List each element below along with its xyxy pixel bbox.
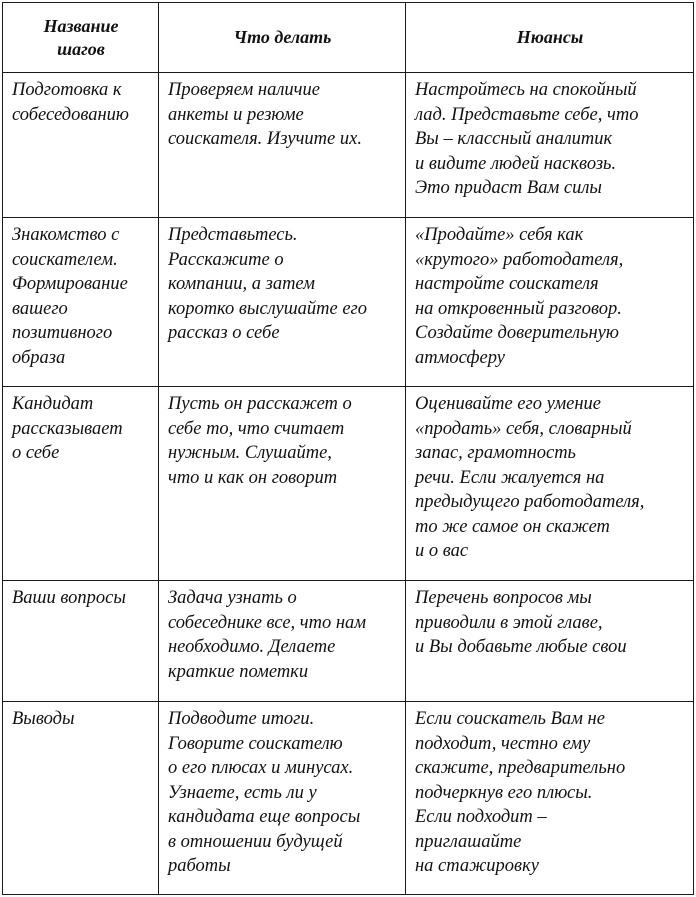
cell-line: Ваши вопросы <box>12 588 126 608</box>
cell-line: компании, а затем <box>168 274 315 294</box>
cell-line: образа <box>12 347 66 368</box>
interview-steps-table <box>2 2 694 895</box>
cell-line: Подготовка к <box>12 80 122 100</box>
cell-line: запас, грамотность <box>415 443 576 463</box>
step-cell <box>3 73 159 218</box>
todo-cell <box>159 73 406 218</box>
cell-line: Это придаст Вам силы <box>415 178 602 198</box>
cell-line: рассказывает <box>12 418 123 439</box>
header-line: Название <box>43 15 119 36</box>
nuance-cell <box>406 581 694 702</box>
cell-line: и Вы добавьте любые свои <box>415 637 627 657</box>
header-row <box>3 3 694 73</box>
cell-line: собеседнике все, что нам <box>168 612 367 633</box>
nuance-cell <box>406 218 694 387</box>
cell-line: Перечень вопросов мы <box>415 588 592 608</box>
cell-line: и видите людей насквозь. <box>415 153 617 174</box>
cell-line: позитивного <box>12 323 113 343</box>
cell-line: «крутого» работодателя, <box>415 249 624 270</box>
cell-line: Формирование <box>12 274 128 294</box>
step-cell <box>3 702 159 895</box>
header-line: шагов <box>57 38 105 59</box>
cell-line: необходимо. Делаете <box>168 637 336 657</box>
cell-line: анкеты и резюме <box>168 104 304 125</box>
cell-line: Расскажите о <box>168 249 284 270</box>
cell-line: Кандидат <box>12 394 94 414</box>
cell-line: речи. Если жалуется на <box>415 467 605 488</box>
table-row <box>3 218 694 387</box>
cell-line: Подводите итоги. <box>168 709 315 729</box>
cell-line: приглашайте <box>415 831 522 852</box>
cell-line: краткие пометки <box>168 661 309 682</box>
cell-line: Если соискатель Вам не <box>415 709 605 729</box>
step-cell <box>3 218 159 387</box>
cell-line: рассказ о себе <box>168 323 280 343</box>
cell-line: собеседованию <box>12 104 129 125</box>
todo-cell <box>159 218 406 387</box>
todo-cell <box>159 581 406 702</box>
table-row <box>3 387 694 581</box>
cell-line: о его плюсах и минусах. <box>168 758 354 778</box>
header-step-name <box>3 3 159 73</box>
cell-line: Узнаете, есть ли у <box>168 782 317 803</box>
cell-line: подходит, честно ему <box>415 733 591 754</box>
nuance-cell <box>406 702 694 895</box>
cell-line: Проверяем наличие <box>168 80 320 100</box>
cell-line: о себе <box>12 443 60 463</box>
nuance-cell <box>406 387 694 581</box>
cell-line: кандидата еще вопросы <box>168 807 361 827</box>
table-row <box>3 73 694 218</box>
cell-line: приводили в этой главе, <box>415 612 603 633</box>
cell-line: Если подходит – <box>415 807 547 827</box>
cell-line: в отношении будущей <box>168 831 343 852</box>
cell-line: лад. Представьте себе, что <box>415 104 639 125</box>
cell-line: на стажировку <box>415 856 539 876</box>
cell-line: Создайте доверительную <box>415 323 619 343</box>
header-nuances <box>406 3 694 73</box>
step-cell <box>3 581 159 702</box>
header-what-to-do <box>159 3 406 73</box>
cell-line: себе то, что считает <box>168 418 345 439</box>
cell-line: Говорите соискателю <box>168 733 343 754</box>
cell-line: нужным. Слушайте, <box>168 443 332 463</box>
cell-line: подчеркнув его плюсы. <box>415 782 593 803</box>
cell-line: «Продайте» себя как <box>415 225 584 245</box>
cell-line: «продать» себя, словарный <box>415 418 632 439</box>
cell-line: работы <box>168 856 231 876</box>
cell-line: вашего <box>12 298 68 319</box>
cell-line: предыдущего работодателя, <box>415 492 645 512</box>
header-line: Что делать <box>233 27 332 47</box>
cell-line: на откровенный разговор. <box>415 298 622 319</box>
cell-line: то же самое он скажет <box>415 516 610 537</box>
cell-line: соискателем. <box>12 249 118 270</box>
cell-line: Выводы <box>12 709 75 729</box>
todo-cell <box>159 702 406 895</box>
header-line: Нюансы <box>516 27 584 47</box>
cell-line: Вы – классный аналитик <box>415 129 613 149</box>
cell-line: Оценивайте его умение <box>415 394 602 414</box>
table-row <box>3 702 694 895</box>
table-row <box>3 581 694 702</box>
cell-line: Представьтесь. <box>168 225 298 245</box>
cell-line: что и как он говорит <box>168 467 338 488</box>
nuance-cell <box>406 73 694 218</box>
cell-line: настройте соискателя <box>415 274 599 294</box>
cell-line: Знакомство с <box>12 225 120 245</box>
cell-line: Настройтесь на спокойный <box>415 80 637 100</box>
step-cell <box>3 387 159 581</box>
cell-line: соискателя. Изучите их. <box>168 129 362 149</box>
todo-cell <box>159 387 406 581</box>
cell-line: Задача узнать о <box>168 588 297 608</box>
cell-line: атмосферу <box>415 347 505 368</box>
cell-line: коротко выслушайте его <box>168 298 368 319</box>
cell-line: и о вас <box>415 541 469 561</box>
cell-line: Пусть он расскажет о <box>168 394 352 414</box>
cell-line: скажите, предварительно <box>415 758 626 778</box>
